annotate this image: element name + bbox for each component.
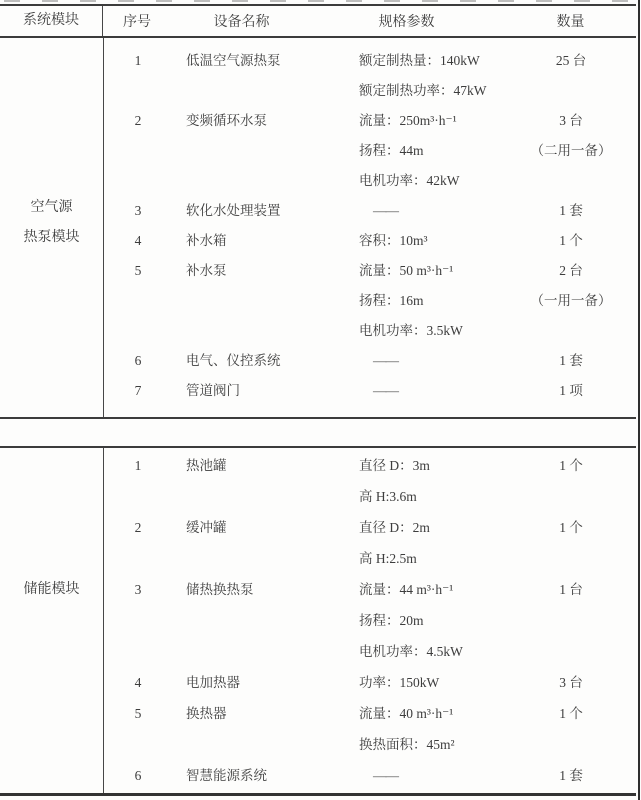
quantity-line: 1 套 [559, 353, 583, 368]
specification-line: 流量：40 m³·h⁻¹ [359, 706, 454, 721]
row-serial-number: 3 [134, 582, 142, 597]
specification-line: 流量：44 m³·h⁻¹ [359, 582, 454, 597]
table-row [104, 376, 636, 406]
row-serial-number: 2 [134, 520, 142, 535]
specification-cell [359, 346, 506, 376]
quantity-line: （二用一备） [530, 143, 612, 158]
quantity-line: 3 台 [559, 675, 583, 690]
specification-cell [359, 46, 506, 106]
equipment-name: 智慧能源系统 [186, 768, 267, 783]
quantity-line: 1 个 [559, 233, 583, 248]
table-row [104, 760, 636, 791]
module-label-cell [0, 38, 104, 417]
equipment-name: 电气、仪控系统 [186, 353, 281, 368]
quantity-cell [506, 667, 636, 698]
quantity-cell [506, 106, 636, 196]
quantity-cell [506, 450, 636, 512]
table-body [0, 38, 636, 417]
table-rows [104, 448, 636, 793]
specification-line: 流量：50 m³·h⁻¹ [359, 263, 454, 278]
specification-cell [359, 226, 506, 256]
specification-line: 直径 D：2m [359, 520, 430, 535]
quantity-line: 3 台 [559, 113, 583, 128]
specification-line: 容积：10m³ [359, 233, 428, 248]
module-label-line: 热泵模块 [23, 229, 80, 245]
equipment-name: 换热器 [186, 706, 227, 721]
table-row [104, 512, 636, 574]
quantity-line: 1 个 [559, 520, 583, 535]
table-row [104, 346, 636, 376]
equipment-name: 补水箱 [186, 233, 227, 248]
energy-storage-module-table [0, 446, 636, 796]
quantity-line: 2 台 [559, 263, 583, 278]
equipment-name: 变频循环水泵 [186, 113, 267, 128]
specification-line: 扬程：16m [359, 293, 424, 308]
table-header-row [0, 6, 636, 38]
quantity-cell [506, 196, 636, 226]
equipment-name: 电加热器 [186, 675, 240, 690]
row-serial-number: 5 [134, 263, 142, 278]
row-serial-number: 6 [134, 768, 142, 783]
specification-cell [359, 512, 506, 574]
module-label-cell [0, 448, 104, 793]
specification-line: —— [373, 203, 398, 218]
row-serial-number: 2 [134, 113, 142, 128]
equipment-name: 缓冲罐 [186, 520, 227, 535]
table-row [104, 450, 636, 512]
column-header-system-module: 系统模块 [0, 6, 103, 36]
specification-cell [359, 667, 506, 698]
specification-cell [359, 256, 506, 346]
specification-line: 额定制热量：140kW [359, 53, 480, 68]
specification-line: 电机功率：4.5kW [359, 644, 463, 659]
specification-line: 流量：250m³·h⁻¹ [359, 113, 457, 128]
specification-line: 高 H:2.5m [359, 551, 417, 566]
specification-line: 电机功率：3.5kW [359, 323, 463, 338]
equipment-name: 管道阀门 [186, 383, 240, 398]
specification-line: —— [373, 353, 398, 368]
module-label-line: 空气源 [30, 199, 73, 215]
quantity-cell [506, 574, 636, 667]
table-row [104, 46, 636, 106]
row-serial-number: 6 [134, 353, 142, 368]
quantity-line: （一用一备） [530, 293, 612, 308]
table-row [104, 196, 636, 226]
specification-cell [359, 574, 506, 667]
table-row [104, 574, 636, 667]
table-row [104, 226, 636, 256]
column-header-equipment-name: 设备名称 [213, 15, 270, 30]
specification-line: —— [373, 768, 398, 783]
row-serial-number: 7 [134, 383, 142, 398]
table-rows [104, 38, 636, 417]
specification-line: 扬程：44m [359, 143, 424, 158]
scan-edge-line [638, 0, 640, 800]
quantity-line: 1 套 [559, 203, 583, 218]
table-row [104, 667, 636, 698]
equipment-name: 热池罐 [186, 458, 227, 473]
table-body [0, 448, 636, 793]
specification-line: 额定制热功率：47kW [359, 83, 487, 98]
quantity-line: 1 套 [559, 768, 583, 783]
specification-cell [359, 196, 506, 226]
column-header-specification: 规格参数 [378, 15, 435, 30]
specification-cell [359, 760, 506, 791]
row-serial-number: 4 [134, 233, 142, 248]
equipment-name: 软化水处理装置 [186, 203, 281, 218]
specification-line: 直径 D：3m [359, 458, 430, 473]
quantity-cell [506, 512, 636, 574]
row-serial-number: 1 [134, 53, 142, 68]
quantity-line: 1 台 [559, 582, 583, 597]
column-header-serial-number: 序号 [123, 15, 151, 30]
quantity-cell [506, 46, 636, 106]
quantity-cell [506, 698, 636, 760]
specification-cell [359, 698, 506, 760]
quantity-cell [506, 376, 636, 406]
row-serial-number: 1 [134, 458, 142, 473]
air-source-heat-pump-module-table [0, 4, 636, 419]
specification-cell [359, 450, 506, 512]
quantity-cell [506, 256, 636, 346]
quantity-cell [506, 346, 636, 376]
row-serial-number: 5 [134, 706, 142, 721]
module-label-line: 储能模块 [23, 581, 80, 597]
row-serial-number: 3 [134, 203, 142, 218]
row-serial-number: 4 [134, 675, 142, 690]
table-row [104, 256, 636, 346]
quantity-line: 1 个 [559, 458, 583, 473]
specification-cell [359, 106, 506, 196]
cropped-line-artifact [4, 0, 633, 2]
equipment-name: 低温空气源热泵 [186, 53, 281, 68]
table-row [104, 698, 636, 760]
specification-line: 扬程：20m [359, 613, 424, 628]
specification-line: 功率：150kW [359, 675, 440, 690]
column-header-quantity: 数量 [556, 15, 585, 30]
quantity-line: 25 台 [555, 53, 587, 68]
quantity-line: 1 个 [559, 706, 583, 721]
specification-line: 电机功率：42kW [359, 173, 460, 188]
quantity-cell [506, 226, 636, 256]
specification-line: 换热面积：45m² [359, 737, 455, 752]
table-row [104, 106, 636, 196]
equipment-name: 补水泵 [186, 263, 227, 278]
specification-cell [359, 376, 506, 406]
equipment-name: 储热换热泵 [186, 582, 254, 597]
specification-line: 高 H:3.6m [359, 489, 417, 504]
quantity-line: 1 项 [559, 383, 583, 398]
quantity-cell [506, 760, 636, 791]
specification-line: —— [373, 383, 398, 398]
